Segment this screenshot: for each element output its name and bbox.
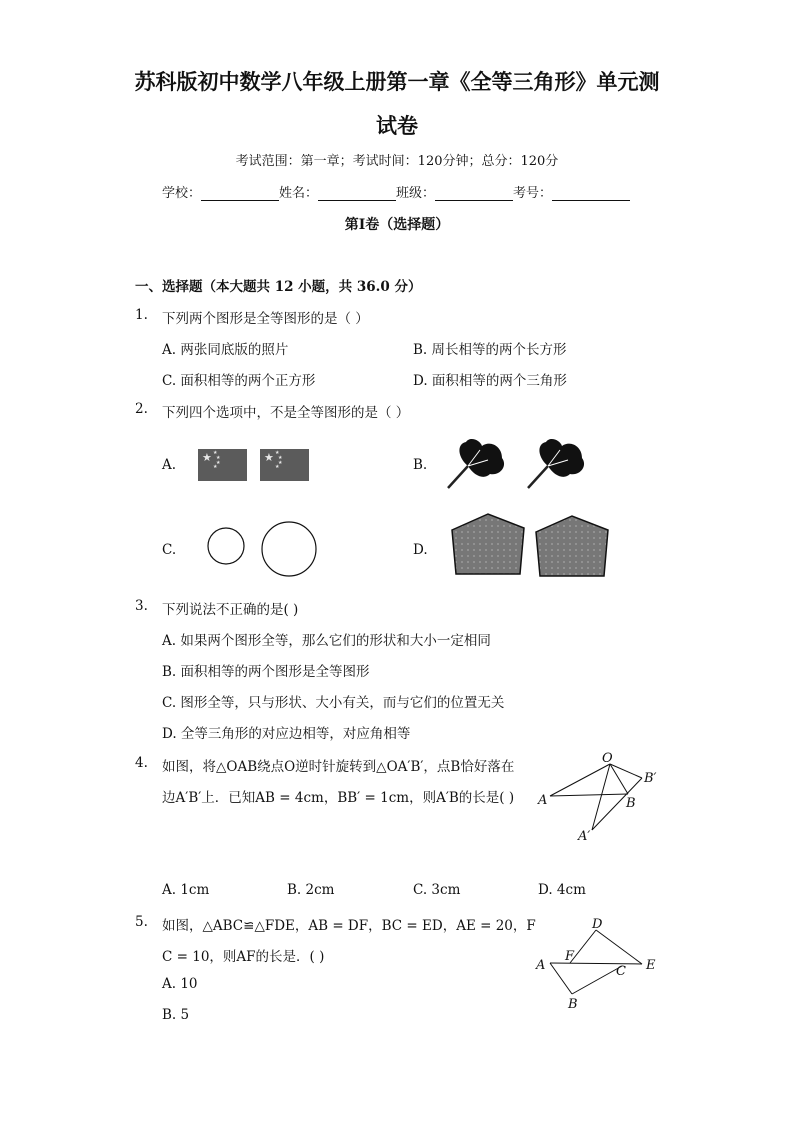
- q1-number: 1.: [135, 307, 148, 323]
- q3-option-d[interactable]: D. 全等三角形的对应边相等，对应角相等: [162, 726, 411, 742]
- label-B: B: [626, 796, 636, 811]
- q4-option-d[interactable]: D. 4cm: [538, 882, 586, 898]
- section-heading: 一、选择题（本大题共 12 小题，共 36.0 分）: [135, 279, 422, 295]
- q2-option-a[interactable]: A.: [162, 457, 177, 473]
- name-label: 姓名：: [279, 186, 319, 201]
- q3-option-a[interactable]: A. 如果两个图形全等，那么它们的形状和大小一定相同: [162, 633, 491, 649]
- q2-number: 2.: [135, 401, 148, 417]
- q4-rotation-diagram: [530, 750, 670, 850]
- q5-congruent-diagram: [530, 912, 670, 1012]
- label-B-prime: B′: [644, 771, 657, 786]
- q3-stem: 下列说法不正确的是( ): [162, 602, 299, 618]
- q2-option-b[interactable]: B.: [413, 457, 428, 473]
- volume-heading: 第Ⅰ卷（选择题）: [344, 217, 450, 233]
- school-label: 学校：: [162, 186, 202, 201]
- class-field[interactable]: [435, 186, 513, 201]
- q5-stem-line2: C = 10，则AF的长是．( ): [162, 949, 325, 965]
- q1-option-b[interactable]: B. 周长相等的两个长方形: [413, 342, 567, 358]
- q4-option-c[interactable]: C. 3cm: [413, 882, 461, 898]
- q4-stem-line1: 如图，将△OAB绕点O逆时针旋转到△OA′B′，点B恰好落在: [162, 759, 515, 775]
- school-field[interactable]: [201, 186, 279, 201]
- ginkgo-leaf-image-right: [520, 436, 590, 494]
- q5-number: 5.: [135, 914, 148, 930]
- label-B: B: [568, 997, 578, 1012]
- student-info-row: [162, 182, 630, 201]
- exam-info: 考试范围：第一章；考试时间：120分钟；总分：120分: [235, 154, 559, 169]
- q1-stem: 下列两个图形是全等图形的是（ ）: [162, 311, 369, 327]
- page-title-line2: 试卷: [376, 113, 418, 138]
- q4-option-a[interactable]: A. 1cm: [162, 882, 210, 898]
- circles-image: [205, 525, 335, 575]
- label-A: A: [538, 793, 548, 808]
- page-title-line1: 苏科版初中数学八年级上册第一章《全等三角形》单元测: [134, 69, 660, 94]
- label-A-prime: A′: [578, 829, 591, 844]
- label-D: D: [592, 917, 603, 932]
- q3-option-b[interactable]: B. 面积相等的两个图形是全等图形: [162, 664, 370, 680]
- label-C: C: [616, 964, 626, 979]
- q1-option-d[interactable]: D. 面积相等的两个三角形: [413, 373, 567, 389]
- flag-image-left: ★ ★ ★ ★ ★: [198, 449, 247, 481]
- q5-option-a[interactable]: A. 10: [162, 976, 198, 992]
- number-field[interactable]: [552, 186, 630, 201]
- q4-number: 4.: [135, 755, 148, 771]
- q5-stem-line1: 如图，△ABC≌△FDE，AB = DF，BC = ED，AE = 20，F: [162, 918, 536, 934]
- q5-option-b[interactable]: B. 5: [162, 1007, 190, 1023]
- flag-image-right: ★ ★ ★ ★ ★: [260, 449, 309, 481]
- label-E: E: [646, 958, 656, 973]
- number-label: 考号：: [513, 186, 553, 201]
- label-A: A: [536, 958, 546, 973]
- q2-option-d[interactable]: D.: [413, 542, 428, 558]
- class-label: 班级：: [396, 186, 436, 201]
- q2-stem: 下列四个选项中，不是全等图形的是（ ）: [162, 405, 410, 421]
- pentagons-image: [448, 512, 618, 578]
- q3-option-c[interactable]: C. 图形全等，只与形状、大小有关，而与它们的位置无关: [162, 695, 505, 711]
- ginkgo-leaf-image-left: [440, 436, 510, 494]
- q2-option-c[interactable]: C.: [162, 542, 177, 558]
- q1-option-c[interactable]: C. 面积相等的两个正方形: [162, 373, 316, 389]
- q1-option-a[interactable]: A. 两张同底版的照片: [162, 342, 289, 358]
- q4-option-b[interactable]: B. 2cm: [287, 882, 335, 898]
- name-field[interactable]: [318, 186, 396, 201]
- q4-stem-line2: 边A′B′上．已知AB = 4cm，BB′ = 1cm，则A′B的长是( ): [162, 790, 515, 806]
- q3-number: 3.: [135, 598, 148, 614]
- label-O: O: [602, 751, 613, 766]
- label-F: F: [565, 949, 575, 964]
